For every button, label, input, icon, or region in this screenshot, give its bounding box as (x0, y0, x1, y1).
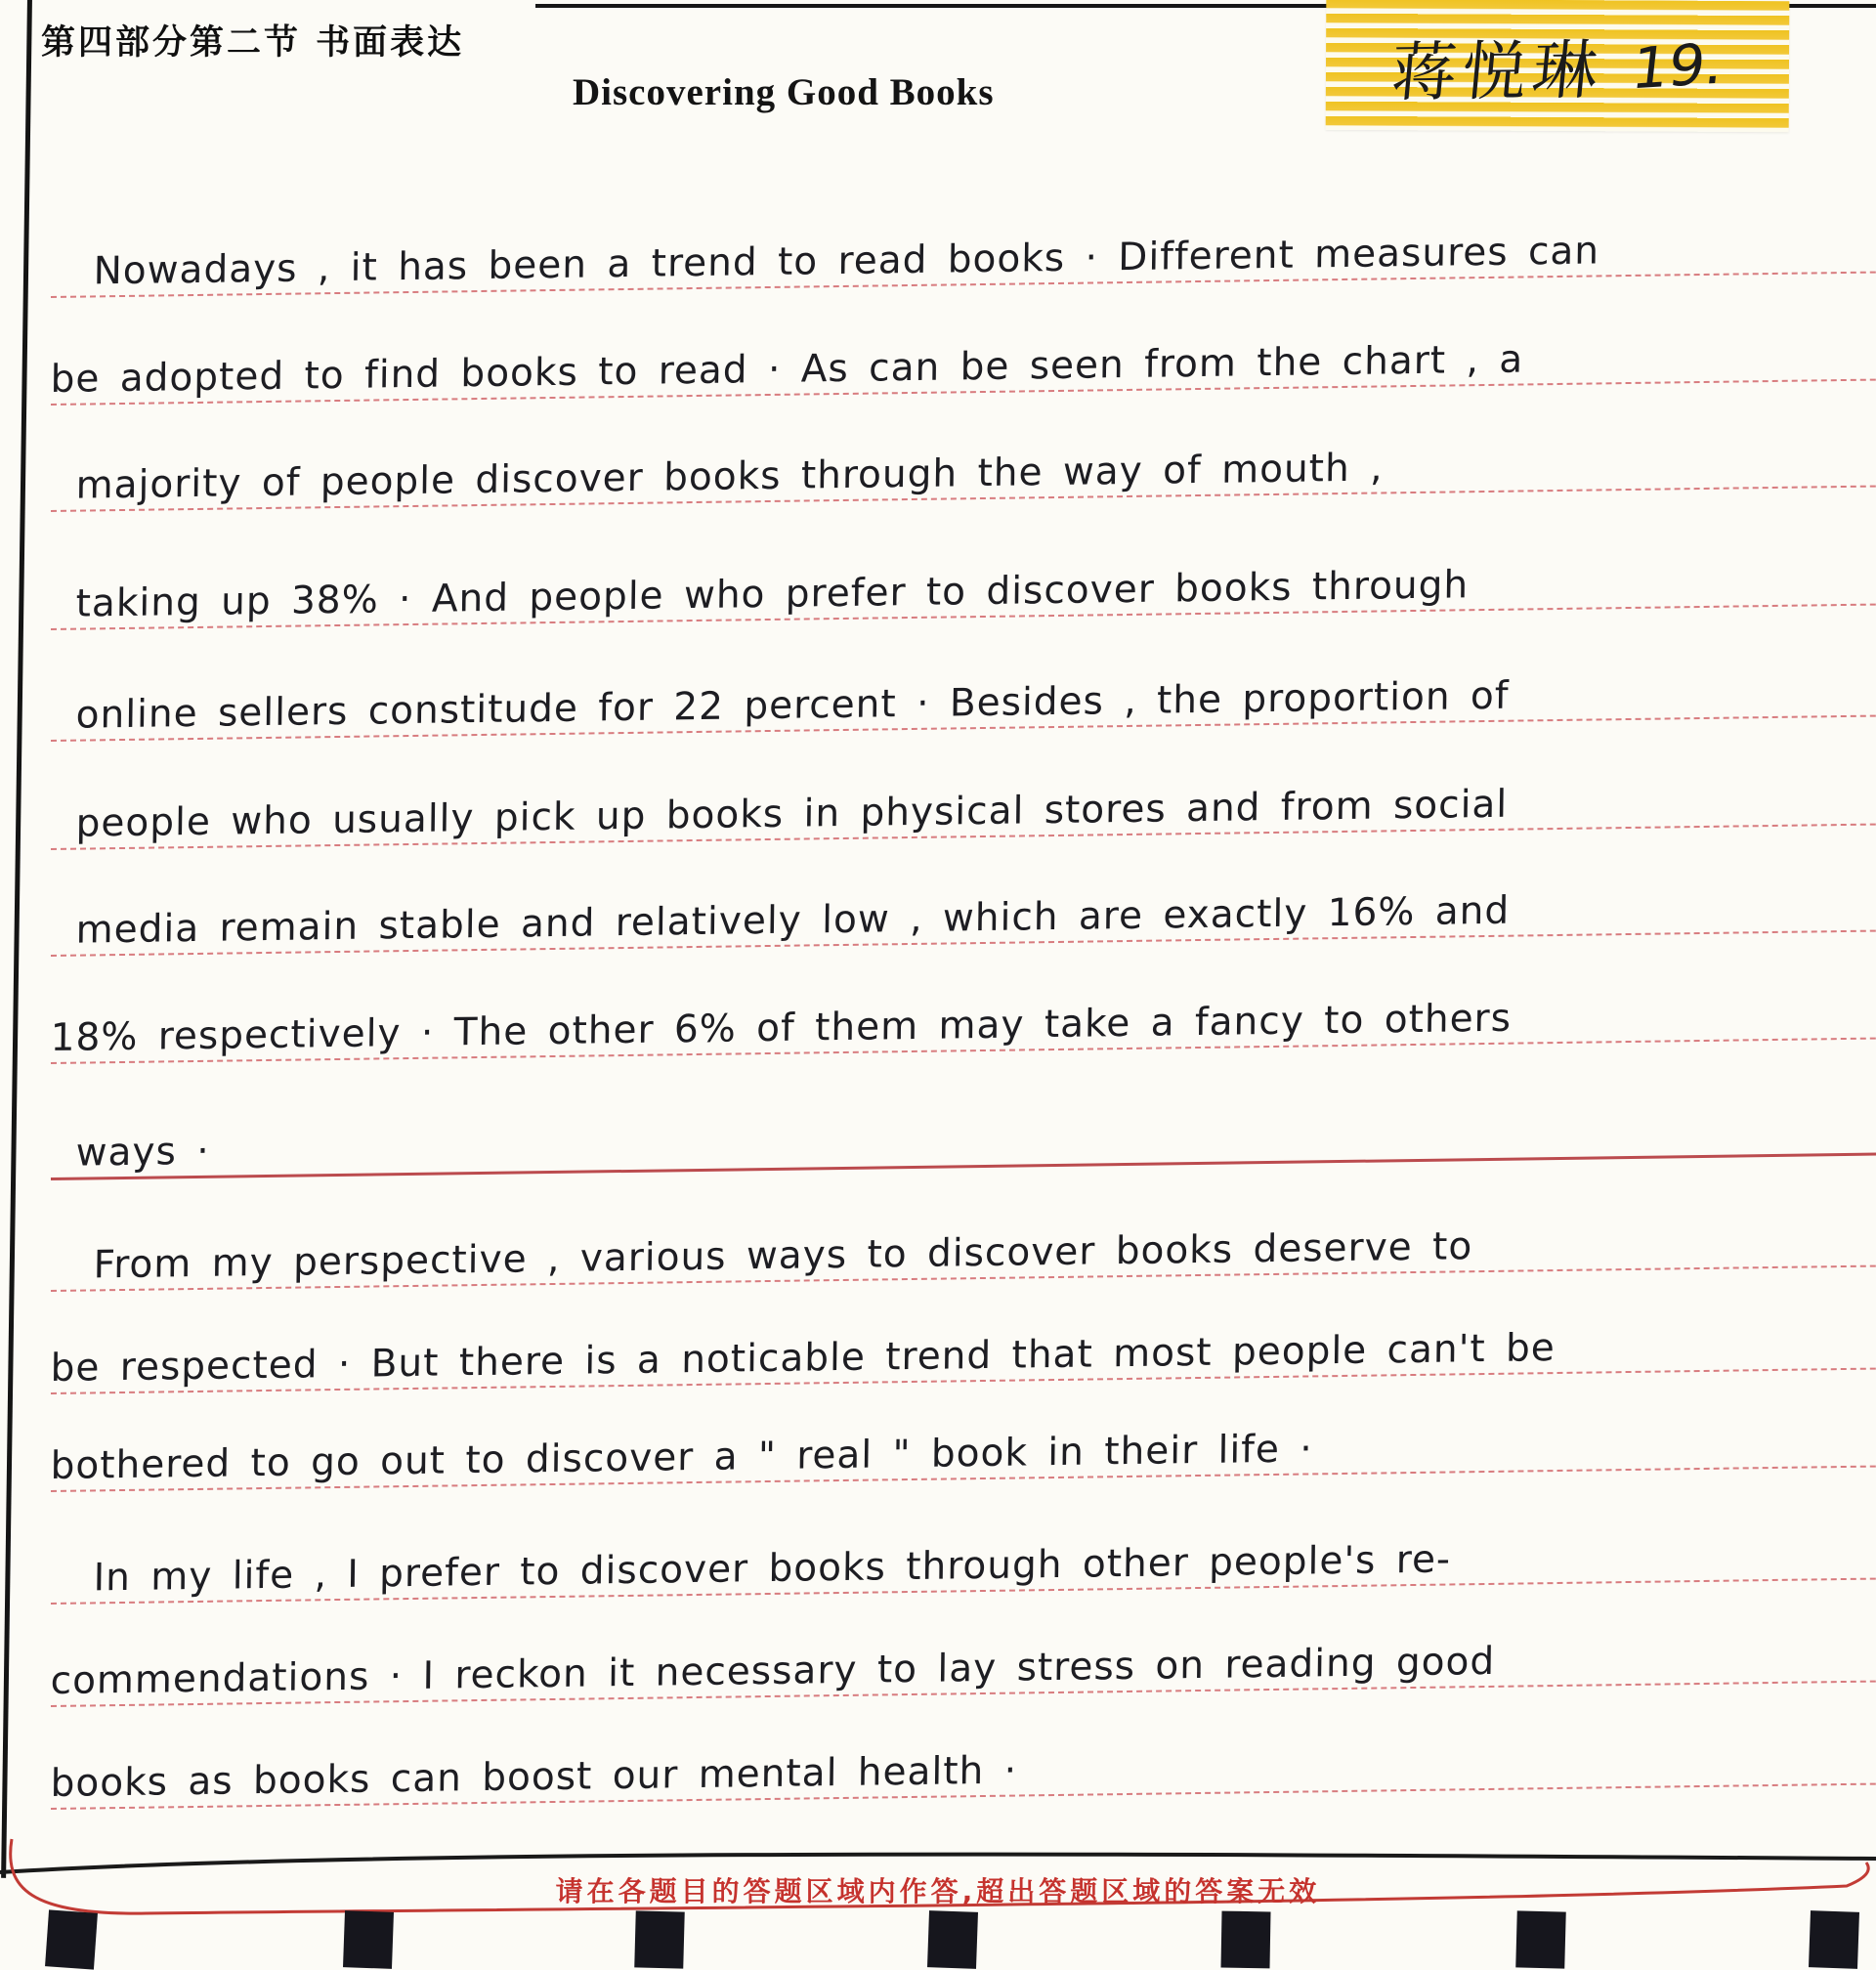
essay-line-text: people who usually pick up books in physical stores and from social (75, 782, 1509, 846)
essay-line-text: 18% respectively · The other 6% of them may take a fancy to others (50, 996, 1513, 1061)
left-frame-line (1, 0, 32, 1878)
essay-line (50, 737, 1876, 850)
essay-line (50, 843, 1876, 957)
timing-mark (1515, 1910, 1566, 1968)
essay-line-text: media remain stable and relatively low , which are exactly 16% and (75, 888, 1511, 953)
timing-mark (927, 1910, 978, 1969)
essay-line-text: online sellers constitude for 22 percent · Besides , the proportion of (75, 673, 1510, 738)
essay-line-text: taking up 38% · And people who prefer to discover books through (75, 563, 1470, 626)
essay-line (50, 1379, 1876, 1492)
essay-line (50, 1066, 1876, 1180)
essay-line (50, 951, 1876, 1064)
essay-line (50, 1696, 1876, 1810)
essay-line-text: From my perspective , various ways to discover books deserve to (93, 1224, 1473, 1288)
essay-line-text: be respected · But there is a noticable trend that most people can't be (50, 1326, 1556, 1392)
essay-line (50, 292, 1876, 406)
essay-line-text: be adopted to find books to read · As can be seen from the chart , a (50, 337, 1524, 403)
essay-line (50, 399, 1876, 512)
essay-line (50, 1178, 1876, 1292)
essay-line-text: books as books can boost our mental health · (50, 1748, 1018, 1807)
section-header: 第四部分第二节 书面表达 (41, 23, 465, 63)
timing-mark (343, 1910, 394, 1969)
timing-mark (1809, 1910, 1859, 1969)
student-name-tag (1326, 0, 1790, 132)
essay-line-text: In my life , I prefer to discover books through other people's re- (93, 1537, 1452, 1601)
student-name: 蒋悦琳 (1387, 31, 1607, 110)
essay-line (50, 628, 1876, 742)
timing-mark (45, 1909, 98, 1969)
essay-line (50, 1491, 1876, 1605)
essay-line (50, 1594, 1876, 1707)
essay-title: Discovering Good Books (573, 71, 995, 113)
essay-line-text: majority of people discover books through the way of mouth , (75, 446, 1384, 508)
essay-line (50, 185, 1876, 298)
timing-mark (634, 1910, 685, 1968)
essay-line (50, 1281, 1876, 1394)
student-number: 19. (1628, 29, 1727, 103)
essay-line-text: Nowadays , it has been a trend to read books · Different measures can (93, 229, 1600, 294)
essay-line-text: commendations · I reckon it necessary to lay stress on reading good (50, 1639, 1496, 1704)
essay-line (50, 517, 1876, 630)
essay-line-text: ways · (75, 1129, 210, 1176)
footer-notice: 请在各题目的答题区域内作答,超出答题区域的答案无效 (555, 1875, 1321, 1907)
timing-mark (1220, 1911, 1270, 1969)
essay-line-text: bothered to go out to discover a " real " book in their life · (50, 1427, 1314, 1489)
